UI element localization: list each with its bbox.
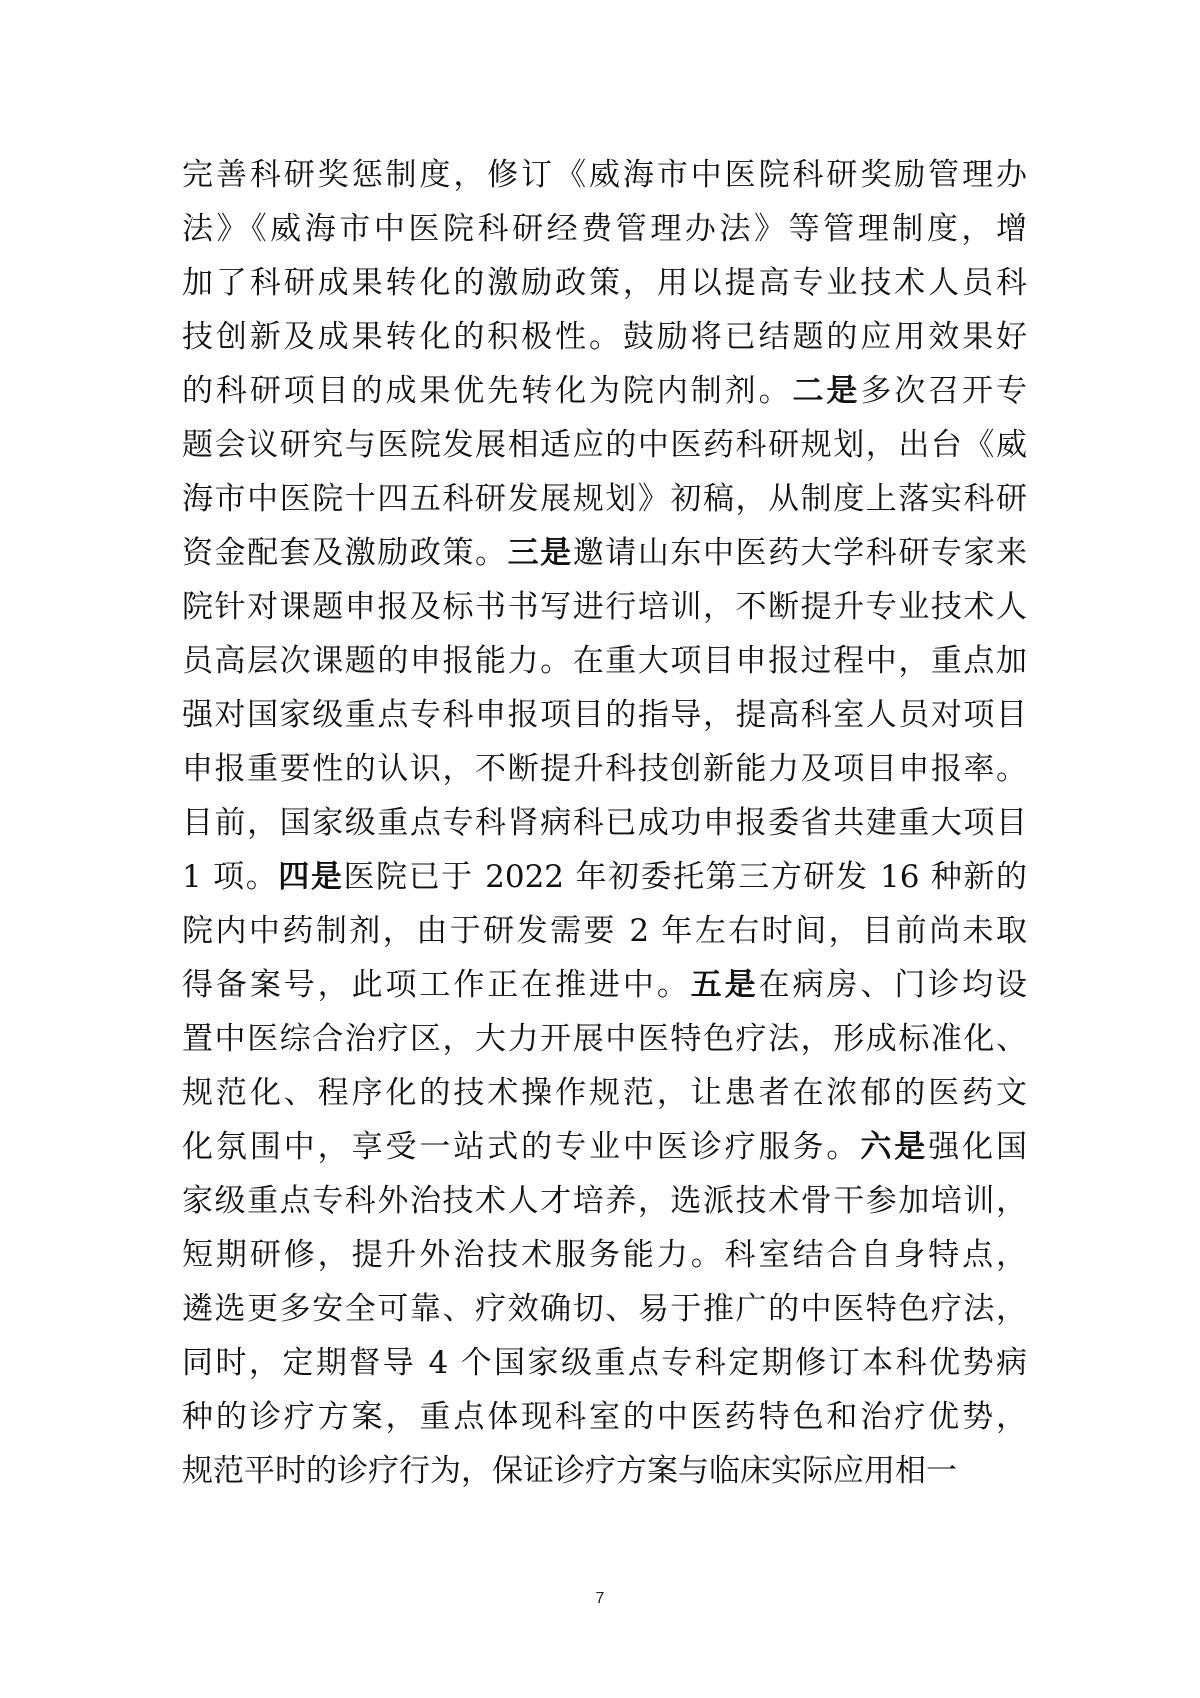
- text-segment: 技创新及成果转化的积极性。鼓励将已结题的应用效果好: [182, 319, 1027, 355]
- text-line: [182, 202, 1027, 256]
- text-line: [182, 310, 1027, 364]
- text-segment: 目前，国家级重点专科肾病科已成功申报委省共建重大项目: [182, 805, 1027, 841]
- text-line: [182, 1336, 1027, 1390]
- text-segment: 种的诊疗方案，重点体现科室的中医药特色和治疗优势，: [182, 1399, 1027, 1435]
- text-line: [182, 364, 1027, 418]
- text-line: [182, 634, 1027, 688]
- text-segment: 院针对课题申报及标书书写进行培训，不断提升专业技术人: [182, 589, 1027, 625]
- text-segment: 邀请山东中医药大学科研专家来: [572, 535, 1028, 571]
- bold-text-segment: 二是: [792, 373, 861, 409]
- text-segment: 遴选更多安全可靠、疗效确切、易于推广的中医特色疗法，: [182, 1291, 1027, 1327]
- text-segment: 院内中药制剂，由于研发需要 2 年左右时间，目前尚未取: [182, 913, 1027, 949]
- text-line: [182, 1120, 1027, 1174]
- text-line: [182, 472, 1027, 526]
- text-segment: 资金配套及激励政策。: [182, 535, 508, 571]
- text-segment: 置中医综合治疗区，大力开展中医特色疗法，形成标准化、: [182, 1021, 1027, 1057]
- bold-text-segment: 四是: [278, 859, 344, 895]
- text-line: [182, 742, 1027, 796]
- bold-text-segment: 五是: [690, 967, 759, 1003]
- text-line: [182, 1228, 1027, 1282]
- text-line: [182, 256, 1027, 310]
- text-segment: 题会议研究与医院发展相适应的中医药科研规划，出台《威: [182, 427, 1027, 463]
- text-segment: 强对国家级重点专科申报项目的指导，提高科室人员对项目: [182, 697, 1027, 733]
- text-line: [182, 1174, 1027, 1228]
- text-line: [182, 1444, 1027, 1498]
- body-text: [182, 148, 1027, 1498]
- text-segment: 加了科研成果转化的激励政策，用以提高专业技术人员科: [182, 265, 1027, 301]
- text-segment: 短期研修，提升外治技术服务能力。科室结合自身特点，: [182, 1237, 1027, 1273]
- text-segment: 医院已于 2022 年初委托第三方研发 16 种新的: [343, 859, 1028, 895]
- text-segment: 家级重点专科外治技术人才培养，选派技术骨干参加培训，: [182, 1183, 1027, 1219]
- text-segment: 的科研项目的成果优先转化为院内制剂。: [182, 373, 793, 409]
- text-segment: 法》《威海市中医院科研经费管理办法》等管理制度，增: [182, 211, 1027, 247]
- page-number: 7: [595, 1590, 605, 1607]
- text-line: [182, 1390, 1027, 1444]
- text-line: [182, 688, 1027, 742]
- text-line: [182, 418, 1027, 472]
- text-segment: 规范平时的诊疗行为，保证诊疗方案与临床实际应用相一: [182, 1453, 957, 1489]
- text-segment: 在病房、门诊均设: [758, 967, 1028, 1003]
- text-line: [182, 796, 1027, 850]
- text-line: [182, 1066, 1027, 1120]
- text-segment: 完善科研奖惩制度，修订《威海市中医院科研奖励管理办: [182, 157, 1027, 193]
- text-segment: 海市中医院十四五科研发展规划》初稿，从制度上落实科研: [182, 481, 1027, 517]
- text-line: [182, 148, 1027, 202]
- text-segment: 1 项。: [182, 859, 279, 895]
- bold-text-segment: 六是: [860, 1129, 929, 1165]
- text-segment: 多次召开专: [860, 373, 1028, 409]
- bold-text-segment: 三是: [507, 535, 573, 571]
- text-segment: 强化国: [928, 1129, 1028, 1165]
- text-line: [182, 904, 1027, 958]
- text-line: [182, 1012, 1027, 1066]
- text-segment: 得备案号，此项工作正在推进中。: [182, 967, 691, 1003]
- text-segment: 规范化、程序化的技术操作规范，让患者在浓郁的医药文: [182, 1075, 1027, 1111]
- text-segment: 申报重要性的认识，不断提升科技创新能力及项目申报率。: [182, 751, 1027, 787]
- text-line: [182, 526, 1027, 580]
- text-line: [182, 958, 1027, 1012]
- text-segment: 员高层次课题的申报能力。在重大项目申报过程中，重点加: [182, 643, 1027, 679]
- text-line: [182, 1282, 1027, 1336]
- text-segment: 同时，定期督导 4 个国家级重点专科定期修订本科优势病: [182, 1345, 1027, 1381]
- text-line: [182, 850, 1027, 904]
- text-line: [182, 580, 1027, 634]
- text-segment: 化氛围中，享受一站式的专业中医诊疗服务。: [182, 1129, 861, 1165]
